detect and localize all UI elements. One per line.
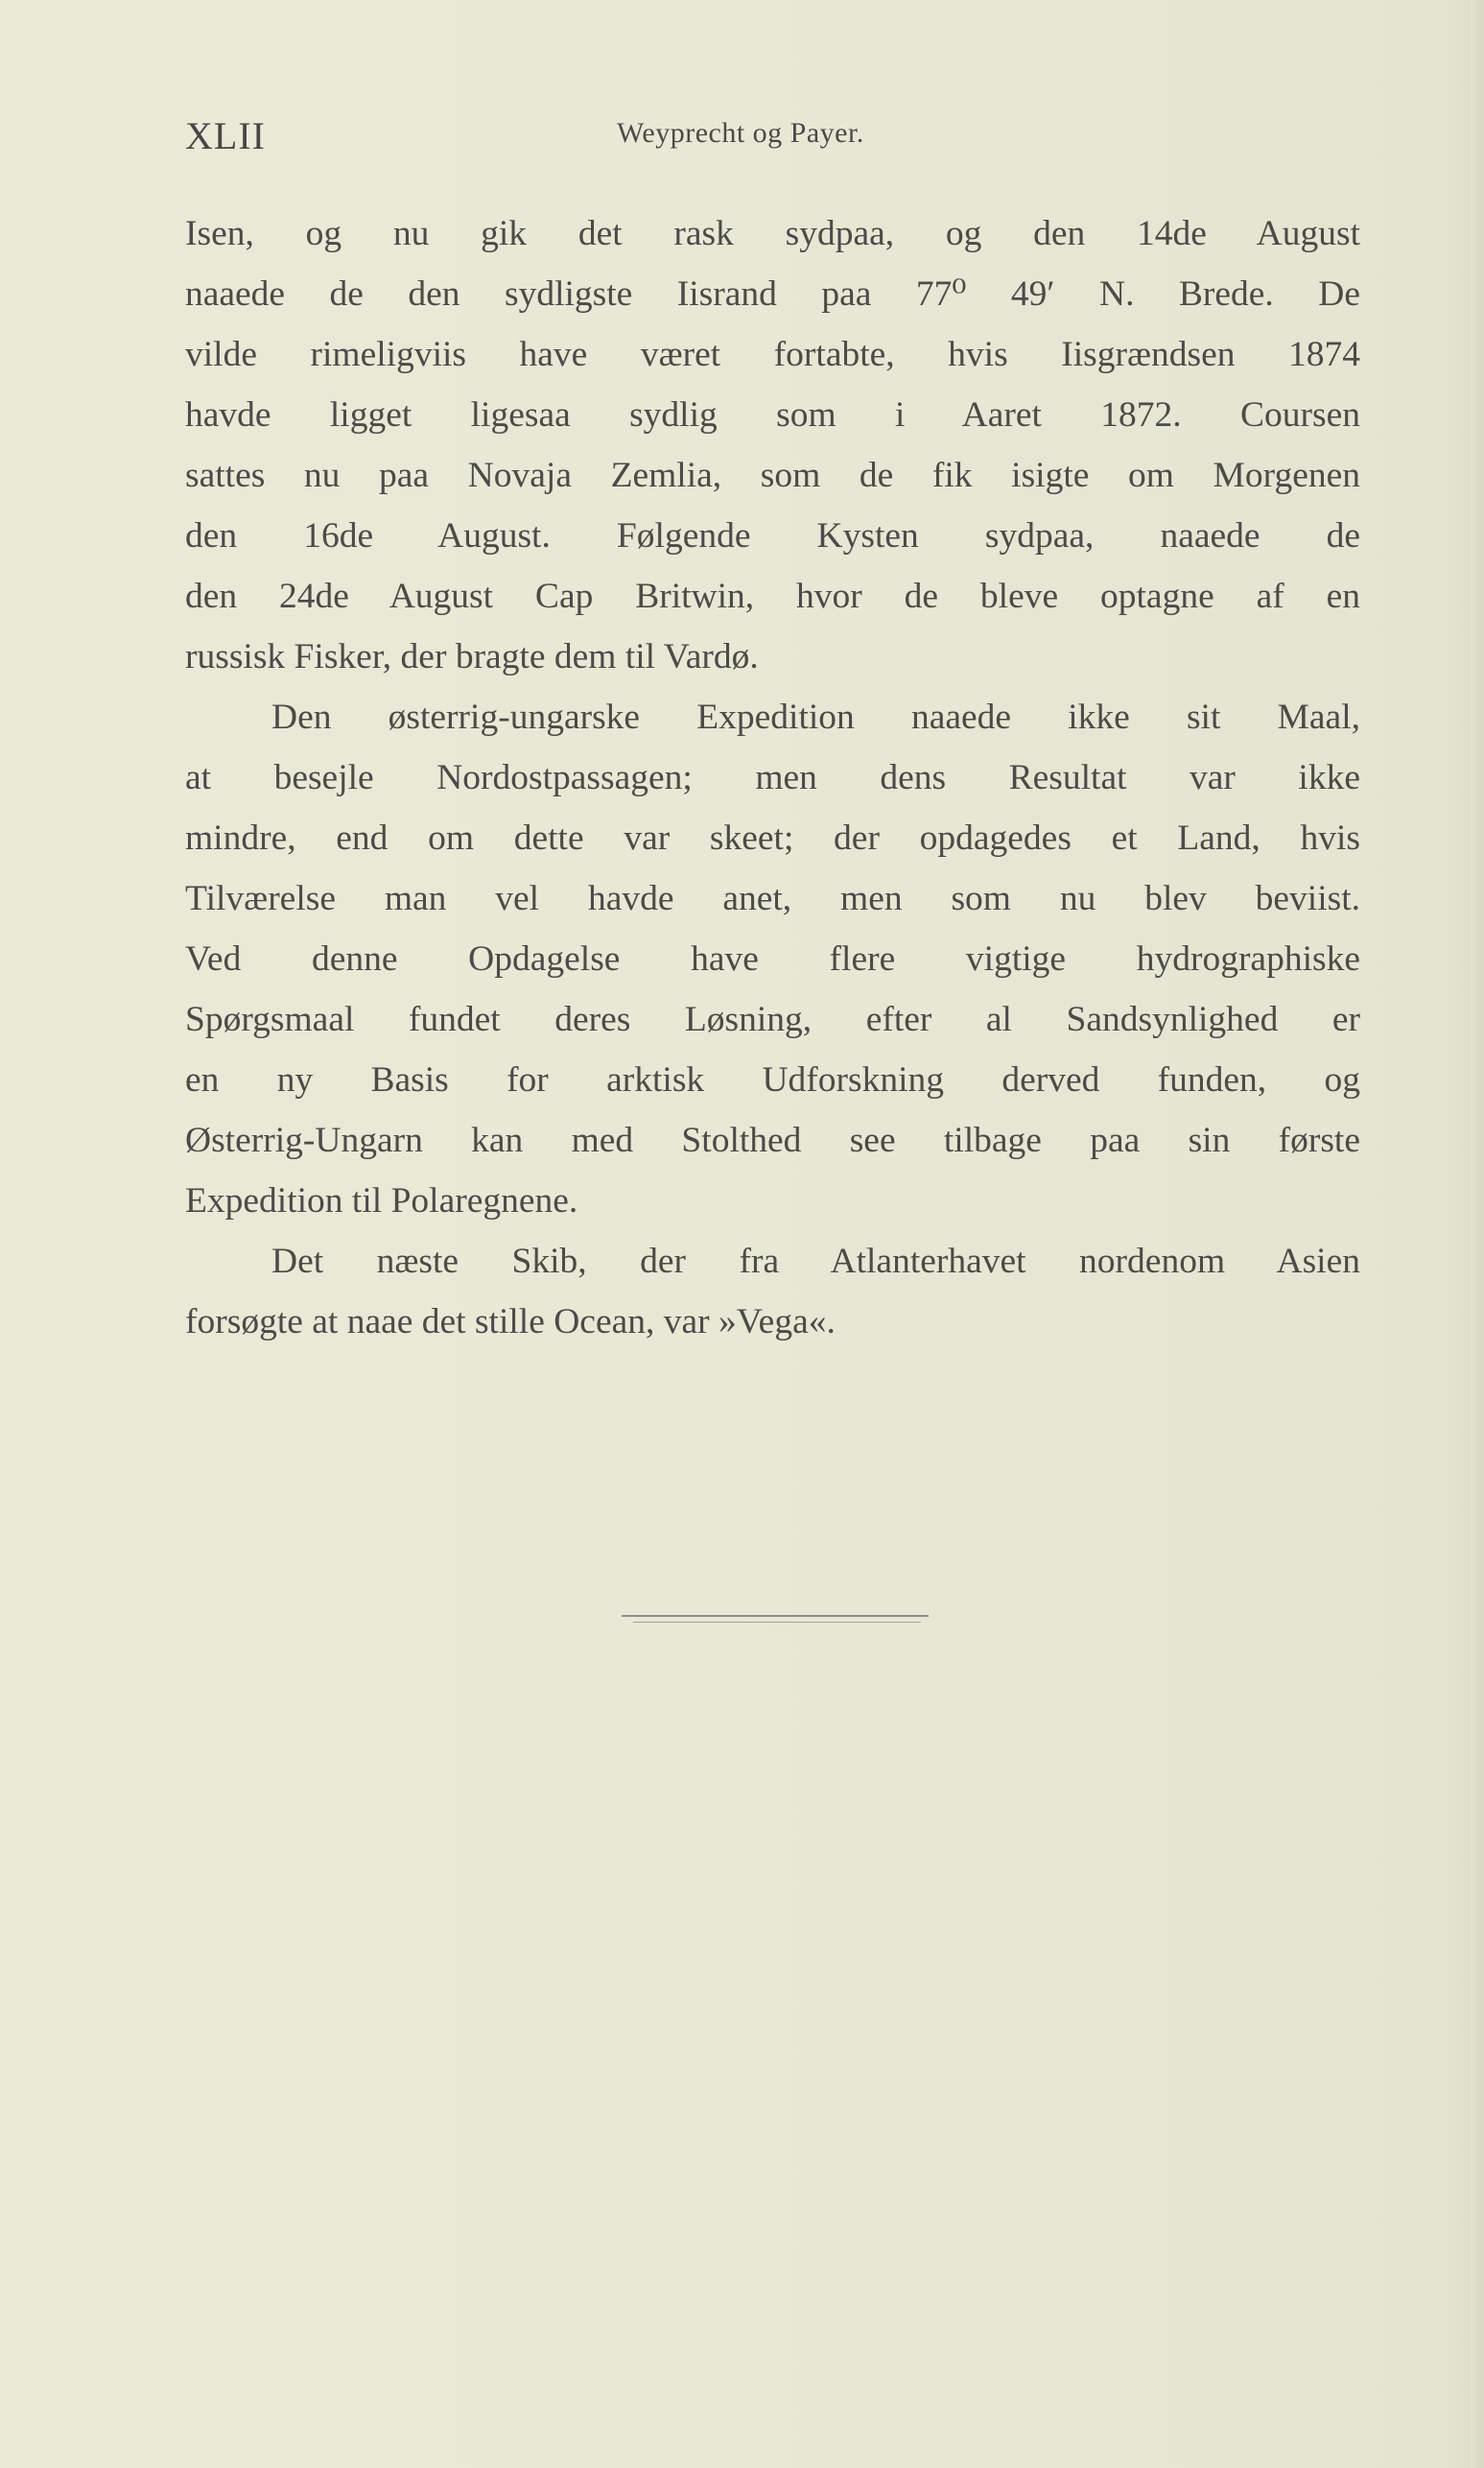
text-line: forsøgte at naae det stille Ocean, var »Vega«. (185, 1302, 836, 1341)
running-head (185, 113, 1365, 161)
text-line: Østerrig-Ungarn kan med Stolthed see tilbage paa sin første (185, 1121, 1360, 1160)
body-text (185, 203, 1360, 1352)
text-line: vilde rimeligviis have været fortabte, hvis Iisgrændsen 1874 (185, 335, 1360, 374)
running-title: Weyprecht og Payer. (617, 117, 864, 149)
text-line: mindre, end om dette var skeet; der opdagedes et Land, hvis (185, 819, 1360, 858)
section-divider (622, 1615, 929, 1617)
text-line: russisk Fisker, der bragte dem til Vardø. (185, 637, 759, 676)
text-line: Spørgsmaal fundet deres Løsning, efter al Sandsynlighed er (185, 1000, 1360, 1039)
text-line: en ny Basis for arktisk Udforskning derved funden, og (185, 1060, 1360, 1100)
page-number: XLII (185, 114, 266, 157)
text-line: at besejle Nordostpassagen; men dens Resultat var ikke (185, 758, 1360, 797)
text-line: den 24de August Cap Britwin, hvor de bleve optagne af en (185, 577, 1360, 616)
text-line: Isen, og nu gik det rask sydpaa, og den 14de August (185, 214, 1360, 253)
text-line: Den østerrig-ungarske Expedition naaede ikke sit Maal, (271, 698, 1360, 737)
text-line: sattes nu paa Novaja Zemlia, som de fik isigte om Morgenen (185, 456, 1360, 495)
text-line: Expedition til Polaregnene. (185, 1181, 578, 1221)
page-edge (1471, 0, 1484, 2468)
text-line: Tilværelse man vel havde anet, men som nu blev beviist. (185, 879, 1360, 918)
text-line: Det næste Skib, der fra Atlanterhavet nordenom Asien (271, 1242, 1360, 1281)
text-line: havde ligget ligesaa sydlig som i Aaret 1872. Coursen (185, 395, 1360, 435)
text-line: naaede de den sydligste Iisrand paa 77⁰ 49′ N. Brede. De (185, 274, 1360, 314)
text-line: den 16de August. Følgende Kysten sydpaa, naaede de (185, 516, 1360, 556)
section-divider (633, 1622, 921, 1623)
text-line: Ved denne Opdagelse have flere vigtige hydrographiske (185, 939, 1360, 979)
